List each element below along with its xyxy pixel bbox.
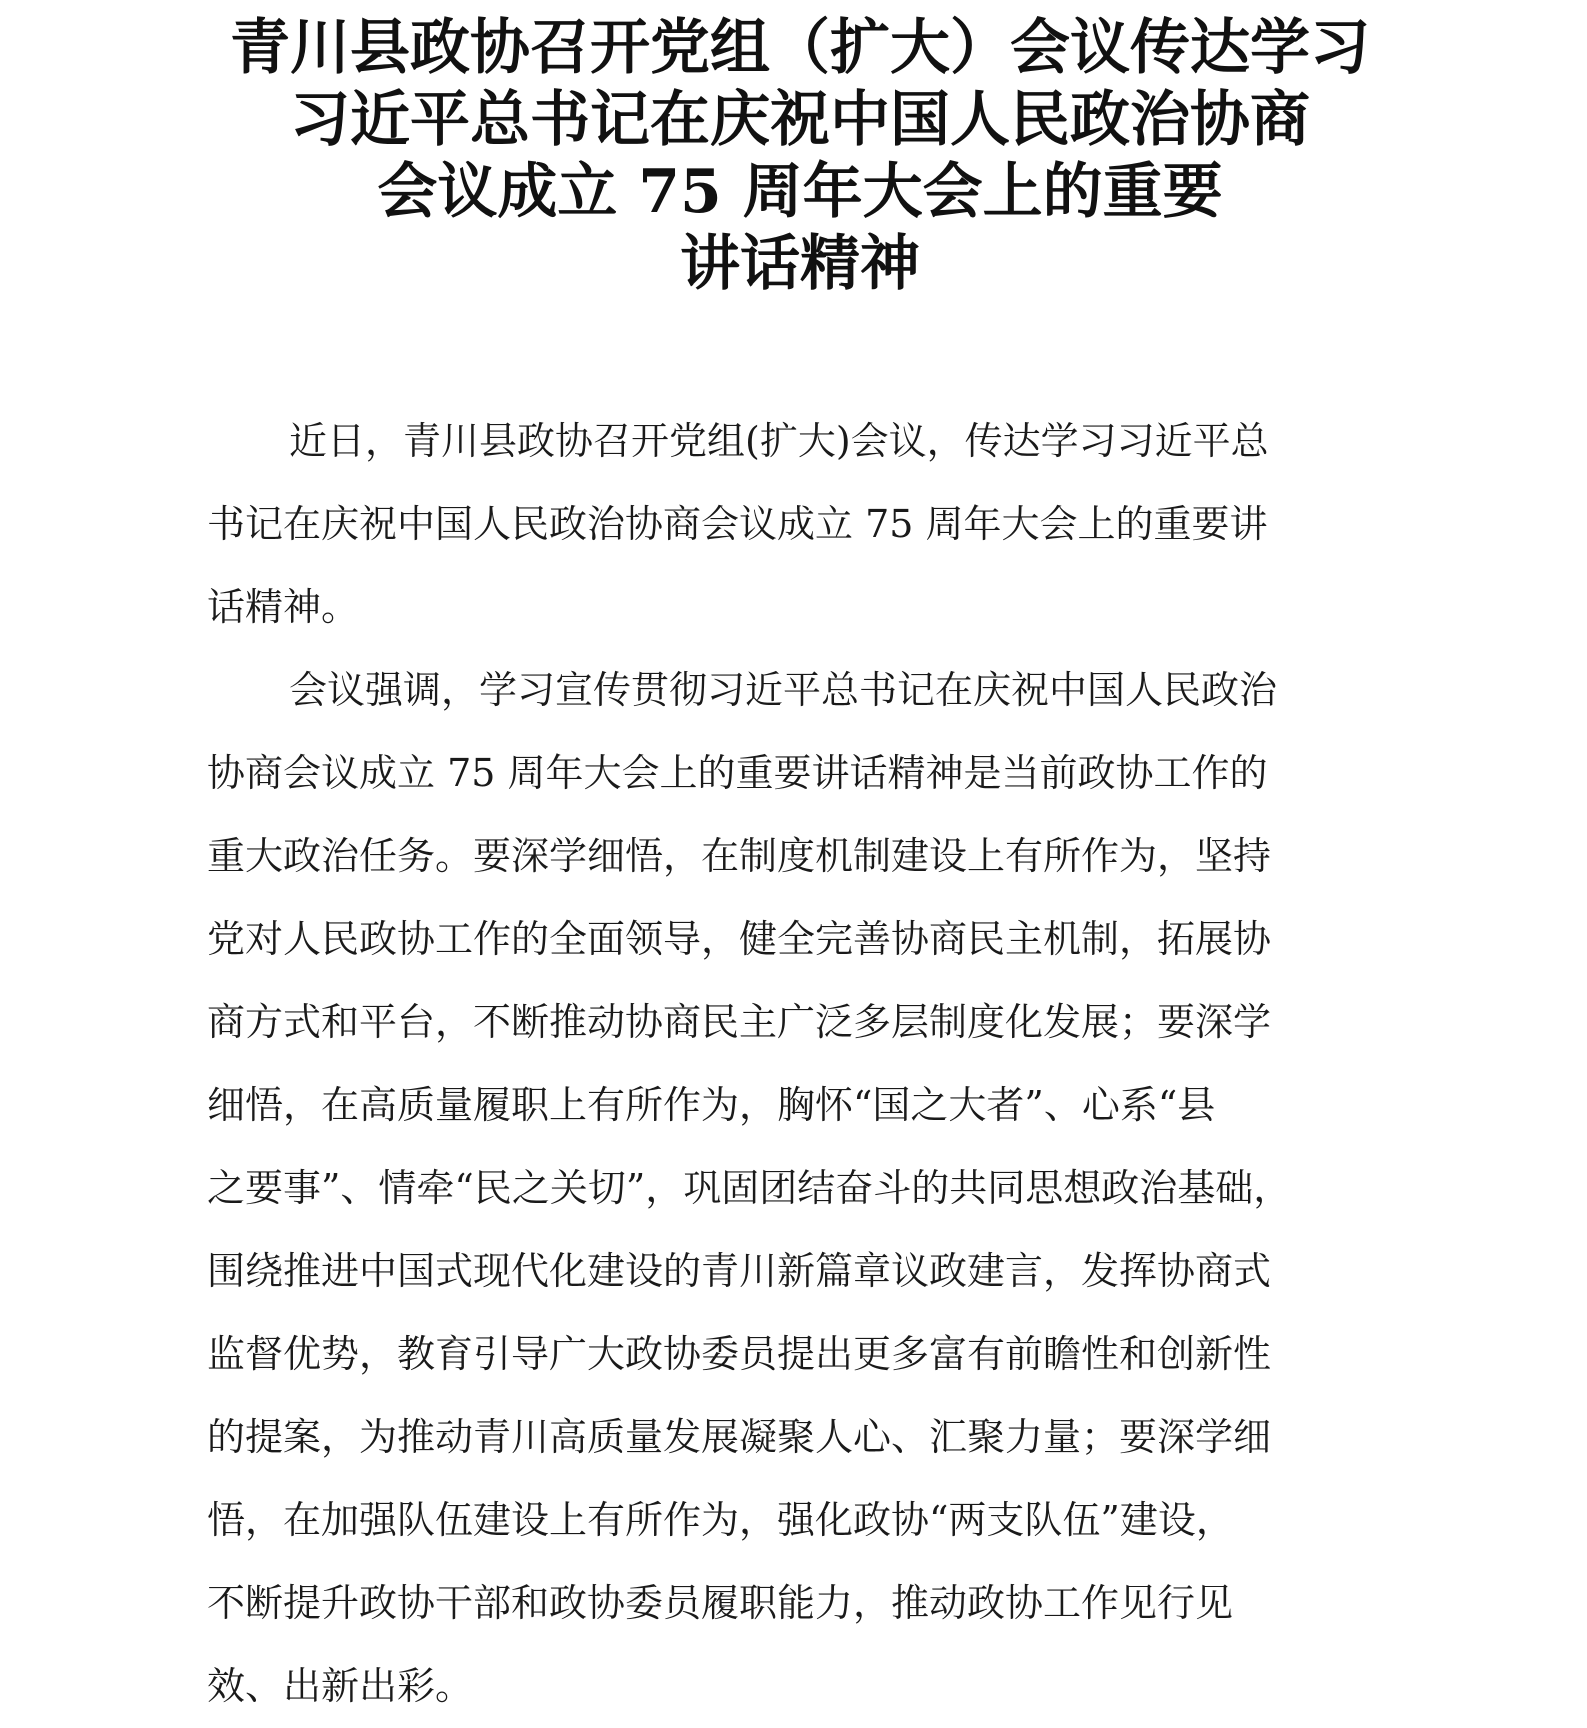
title-line-2: 习近平总书记在庆祝中国人民政治协商 bbox=[290, 85, 1310, 155]
paragraph-line: 细悟，在高质量履职上有所作为，胸怀“国之大者”、心系“县 bbox=[207, 1083, 1216, 1127]
title-line-4: 讲话精神 bbox=[680, 229, 920, 299]
title-line-3: 会议成立 75 周年大会上的重要 bbox=[377, 157, 1223, 227]
paragraph-2 bbox=[207, 649, 1397, 1728]
paragraph-line: 效、出新出彩。 bbox=[207, 1664, 474, 1708]
paragraph-line: 监督优势，教育引导广大政协委员提出更多富有前瞻性和创新性 bbox=[207, 1332, 1272, 1376]
paragraph-line: 书记在庆祝中国人民政治协商会议成立 75 周年大会上的重要讲 bbox=[207, 502, 1268, 546]
document-body bbox=[207, 400, 1397, 1728]
paragraph-line: 会议强调，学习宣传贯彻习近平总书记在庆祝中国人民政治 bbox=[289, 668, 1278, 712]
paragraph-line: 围绕推进中国式现代化建设的青川新篇章议政建言，发挥协商式 bbox=[207, 1249, 1272, 1293]
title-line-1: 青川县政协召开党组（扩大）会议传达学习 bbox=[230, 13, 1370, 83]
paragraph-1 bbox=[207, 400, 1397, 649]
paragraph-line: 的提案，为推动青川高质量发展凝聚人心、汇聚力量；要深学细 bbox=[207, 1415, 1272, 1459]
paragraph-line: 商方式和平台，不断推动协商民主广泛多层制度化发展；要深学 bbox=[207, 1000, 1272, 1044]
paragraph-line: 悟，在加强队伍建设上有所作为，强化政协“两支队伍”建设， bbox=[207, 1498, 1234, 1542]
paragraph-line: 党对人民政协工作的全面领导，健全完善协商民主机制，拓展协 bbox=[207, 917, 1272, 961]
paragraph-line: 协商会议成立 75 周年大会上的重要讲话精神是当前政协工作的 bbox=[207, 751, 1268, 795]
paragraph-line: 重大政治任务。要深学细悟，在制度机制建设上有所作为，坚持 bbox=[207, 834, 1272, 878]
paragraph-line: 话精神。 bbox=[207, 585, 360, 629]
document-title bbox=[200, 12, 1400, 300]
paragraph-line: 之要事”、情牵“民之关切”，巩固团结奋斗的共同思想政治基础， bbox=[207, 1166, 1292, 1210]
paragraph-line: 不断提升政协干部和政协委员履职能力，推动政协工作见行见 bbox=[207, 1581, 1234, 1625]
paragraph-line: 近日，青川县政协召开党组(扩大)会议，传达学习习近平总 bbox=[289, 419, 1269, 463]
